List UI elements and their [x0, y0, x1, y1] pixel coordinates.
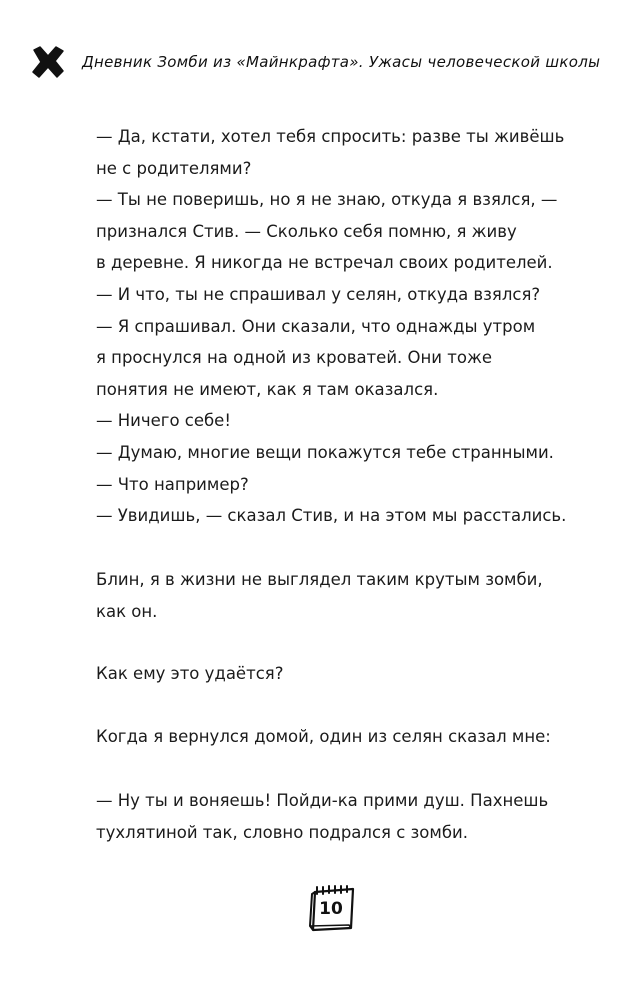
text-line: Как ему это удаётся? [96, 664, 284, 683]
text-line: я проснулся на одной из кроватей. Они тоже [96, 348, 492, 368]
paragraph-home [96, 721, 606, 753]
paragraph-cool-zombie [96, 564, 606, 627]
paragraph-smell [96, 785, 606, 848]
text-line: — И что, ты не спрашивал у селян, откуда взялся? [96, 284, 541, 304]
page-number-badge [304, 884, 360, 934]
paragraph-question [96, 658, 606, 690]
text-line: — Что например? [96, 474, 249, 494]
text-line: Блин, я в жизни не выглядел таким крутым зомби, [96, 570, 543, 589]
running-header [30, 44, 620, 80]
text-line: — Ну ты и воняешь! Пойди-ка прими душ. Пахнешь [96, 791, 549, 810]
text-line: Когда я вернулся домой, один из селян сказал мне: [96, 727, 551, 746]
text-line: — Думаю, многие вещи покажутся тебе странными. [96, 442, 554, 462]
page-number: 10 [319, 899, 343, 919]
text-line: — Ничего себе! [96, 411, 231, 431]
text-line: — Я спрашивал. Они сказали, что однажды утром [96, 316, 536, 336]
text-line: понятия не имеют, как я там оказался. [96, 379, 439, 399]
zombie-x-icon [30, 44, 66, 80]
dialogue-block [96, 121, 606, 532]
text-line: как он. [96, 601, 158, 621]
text-line: — Да, кстати, хотел тебя спросить: разве ты живёшь [96, 127, 565, 146]
running-header-title: Дневник Зомби из «Майнкрафта». Ужасы человеческой школы [82, 53, 601, 71]
text-line: признался Стив. — Сколько себя помню, я живу [96, 221, 517, 241]
text-line: в деревне. Я никогда не встречал своих родителей. [96, 253, 553, 273]
text-line: не с родителями? [96, 158, 252, 178]
text-line: — Ты не поверишь, но я не знаю, откуда я взялся, — [96, 190, 558, 210]
text-line: тухлятиной так, словно подрался с зомби. [96, 822, 468, 842]
text-line: — Увидишь, — сказал Стив, и на этом мы расстались. [96, 506, 567, 526]
